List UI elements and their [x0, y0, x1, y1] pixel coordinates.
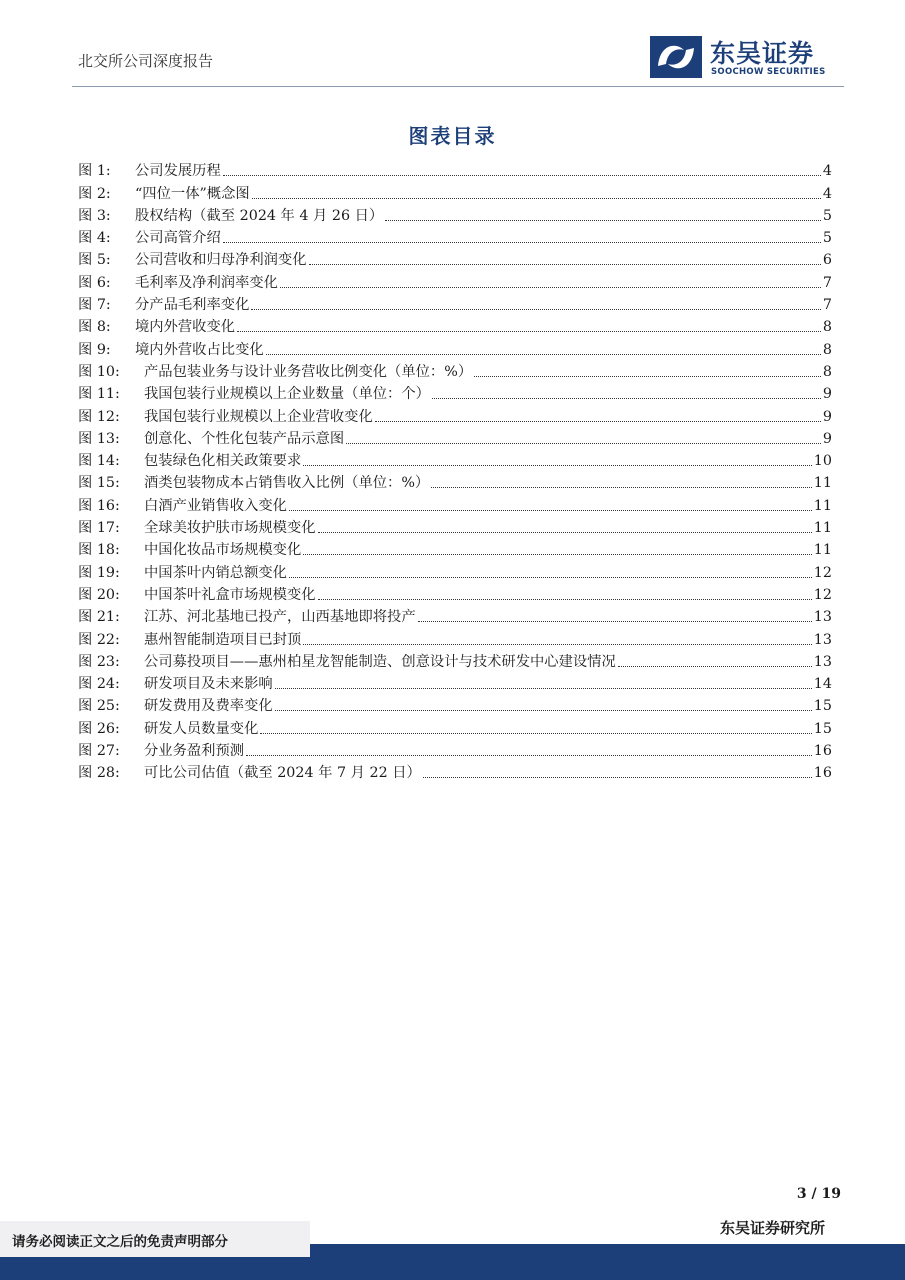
toc-entry-title: 分产品毛利率变化	[135, 297, 250, 314]
toc-entry-page: 5	[822, 230, 832, 247]
toc-entry-page: 8	[822, 319, 832, 336]
toc-entry-label: 图 6:	[78, 274, 111, 291]
toc-entry[interactable]	[78, 515, 832, 537]
toc-entry-page: 11	[813, 475, 832, 492]
toc-dot-leader	[289, 577, 812, 578]
toc-entry-page: 11	[813, 497, 832, 514]
toc-entry-page: 9	[822, 430, 832, 447]
logo-name-cn: 东吴证券	[710, 39, 815, 68]
toc-entry-title: 创意化、个性化包装产品示意图	[144, 430, 345, 447]
toc-entry-title: 中国茶叶内销总额变化	[144, 564, 287, 581]
toc-entry-title: 研发人员数量变化	[144, 720, 259, 737]
toc-entry-label: 图 17:	[78, 520, 120, 537]
toc-entry-label: 图 1:	[78, 163, 111, 180]
toc-entry-title: 惠州智能制造项目已封顶	[144, 631, 302, 648]
toc-entry[interactable]	[78, 247, 832, 269]
toc-entry[interactable]	[78, 760, 832, 782]
toc-dot-leader	[309, 264, 821, 265]
toc-entry-title: 江苏、河北基地已投产，山西基地即将投产	[144, 609, 416, 626]
toc-entry-title: 境内外营收占比变化	[135, 341, 264, 358]
toc-entry-title: 毛利率及净利润率变化	[135, 274, 278, 291]
toc-entry-label: 图 13:	[78, 430, 120, 447]
toc-dot-leader	[618, 666, 812, 667]
toc-entry-title: 白酒产业销售收入变化	[144, 497, 287, 514]
toc-entry-page: 16	[813, 743, 832, 760]
toc-entry[interactable]	[78, 448, 832, 470]
toc-entry-page: 4	[822, 163, 832, 180]
header-divider	[72, 86, 844, 87]
toc-entry[interactable]	[78, 314, 832, 336]
toc-entry-title: 公司高管介绍	[135, 230, 221, 247]
toc-entry[interactable]	[78, 158, 832, 180]
toc-dot-leader	[223, 175, 821, 176]
toc-dot-leader	[431, 487, 812, 488]
toc-entry-label: 图 15:	[78, 475, 120, 492]
toc-entry[interactable]	[78, 559, 832, 581]
toc-entry-title: 全球美妆护肤市场规模变化	[144, 520, 316, 537]
toc-entry[interactable]	[78, 381, 832, 403]
toc-entry-page: 9	[822, 386, 832, 403]
toc-entry-label: 图 10:	[78, 363, 120, 380]
toc-entry[interactable]	[78, 626, 832, 648]
toc-entry-title: 研发项目及未来影响	[144, 676, 273, 693]
toc-entry-title: 产品包装业务与设计业务营收比例变化（单位：%）	[144, 363, 473, 380]
toc-dot-leader	[275, 688, 812, 689]
toc-entry-label: 图 7:	[78, 297, 111, 314]
toc-entry-label: 图 27:	[78, 743, 120, 760]
toc-list	[78, 158, 832, 782]
toc-entry[interactable]	[78, 649, 832, 671]
toc-dot-leader	[251, 309, 821, 310]
page-number: 3 / 19	[796, 1186, 841, 1202]
toc-entry-page: 12	[813, 564, 832, 581]
toc-entry-title: 中国茶叶礼盒市场规模变化	[144, 586, 316, 603]
toc-dot-leader	[260, 733, 811, 734]
toc-entry-label: 图 22:	[78, 631, 120, 648]
toc-dot-leader	[246, 755, 812, 756]
toc-entry[interactable]	[78, 403, 832, 425]
toc-entry-label: 图 21:	[78, 609, 120, 626]
toc-dot-leader	[303, 644, 812, 645]
toc-entry-page: 14	[813, 676, 832, 693]
toc-entry-title: 中国化妆品市场规模变化	[144, 542, 302, 559]
toc-entry-label: 图 11:	[78, 386, 120, 403]
toc-entry[interactable]	[78, 738, 832, 760]
soochow-logo-icon	[650, 36, 702, 78]
toc-entry[interactable]	[78, 180, 832, 202]
toc-entry-page: 6	[822, 252, 832, 269]
toc-entry-page: 7	[822, 297, 832, 314]
toc-entry[interactable]	[78, 492, 832, 514]
toc-entry-label: 图 24:	[78, 676, 120, 693]
toc-dot-leader	[303, 465, 812, 466]
toc-entry-label: 图 19:	[78, 564, 120, 581]
toc-entry[interactable]	[78, 426, 832, 448]
toc-entry-title: 可比公司估值（截至 2024 年 7 月 22 日）	[144, 765, 421, 782]
toc-entry[interactable]	[78, 604, 832, 626]
toc-entry-label: 图 23:	[78, 653, 120, 670]
toc-dot-leader	[432, 398, 821, 399]
toc-dot-leader	[423, 777, 812, 778]
toc-entry-page: 8	[822, 341, 832, 358]
toc-entry-page: 4	[822, 185, 832, 202]
toc-entry-title: 公司营收和归母净利润变化	[135, 252, 307, 269]
toc-dot-leader	[275, 710, 812, 711]
toc-dot-leader	[266, 354, 821, 355]
disclaimer-box	[0, 1221, 310, 1257]
toc-entry-title: “四位一体”概念图	[135, 185, 250, 202]
toc-entry-label: 图 18:	[78, 542, 120, 559]
toc-dot-leader	[237, 331, 821, 332]
toc-title: 图表目录	[408, 124, 497, 148]
toc-entry-page: 9	[822, 408, 832, 425]
company-logo	[650, 36, 845, 80]
toc-entry[interactable]	[78, 537, 832, 559]
toc-entry-page: 7	[822, 274, 832, 291]
toc-entry[interactable]	[78, 582, 832, 604]
toc-dot-leader	[346, 443, 821, 444]
toc-entry-label: 图 4:	[78, 230, 111, 247]
toc-entry-label: 图 25:	[78, 698, 120, 715]
toc-entry-page: 12	[813, 586, 832, 603]
toc-entry-label: 图 26:	[78, 720, 120, 737]
toc-entry-label: 图 9:	[78, 341, 111, 358]
toc-entry-page: 8	[822, 363, 832, 380]
toc-dot-leader	[318, 599, 812, 600]
toc-entry-title: 公司募投项目——惠州柏星龙智能制造、创意设计与技术研发中心建设情况	[144, 653, 616, 670]
toc-entry-title: 股权结构（截至 2024 年 4 月 26 日）	[135, 207, 384, 224]
toc-dot-leader	[375, 421, 821, 422]
toc-dot-leader	[474, 376, 821, 377]
toc-entry-page: 16	[813, 765, 832, 782]
toc-entry-label: 图 2:	[78, 185, 111, 202]
toc-dot-leader	[223, 242, 821, 243]
toc-entry[interactable]	[78, 203, 832, 225]
toc-entry[interactable]	[78, 715, 832, 737]
toc-entry-label: 图 16:	[78, 497, 120, 514]
toc-dot-leader	[280, 287, 821, 288]
toc-entry-page: 15	[813, 698, 832, 715]
report-type-label: 北交所公司深度报告	[78, 52, 214, 70]
toc-entry-page: 5	[822, 207, 832, 224]
toc-entry-page: 15	[813, 720, 832, 737]
toc-entry-label: 图 12:	[78, 408, 120, 425]
toc-entry-page: 13	[813, 631, 832, 648]
toc-entry[interactable]	[78, 225, 832, 247]
toc-entry-page: 13	[813, 609, 832, 626]
toc-dot-leader	[385, 220, 821, 221]
toc-entry-page: 10	[813, 453, 832, 470]
toc-entry-title: 境内外营收变化	[135, 319, 236, 336]
toc-entry-page: 11	[813, 520, 832, 537]
toc-entry-page: 13	[813, 653, 832, 670]
toc-entry-label: 图 5:	[78, 252, 111, 269]
toc-entry[interactable]	[78, 292, 832, 314]
toc-entry-label: 图 28:	[78, 765, 120, 782]
toc-dot-leader	[418, 621, 812, 622]
toc-entry-title: 我国包装行业规模以上企业数量（单位：个）	[144, 386, 430, 403]
toc-entry[interactable]	[78, 336, 832, 358]
toc-entry[interactable]	[78, 359, 832, 381]
toc-entry-title: 公司发展历程	[135, 163, 221, 180]
toc-entry-page: 11	[813, 542, 832, 559]
toc-entry-title: 包装绿色化相关政策要求	[144, 453, 302, 470]
toc-entry-label: 图 8:	[78, 319, 111, 336]
institute-name: 东吴证券研究所	[719, 1219, 825, 1237]
toc-dot-leader	[303, 554, 812, 555]
toc-entry-title: 分业务盈利预测	[144, 743, 245, 760]
toc-entry-label: 图 20:	[78, 586, 120, 603]
toc-entry[interactable]	[78, 693, 832, 715]
toc-entry[interactable]	[78, 671, 832, 693]
toc-entry-label: 图 14:	[78, 453, 120, 470]
toc-entry-title: 酒类包装物成本占销售收入比例（单位：%）	[144, 475, 430, 492]
logo-name-en: SOOCHOW SECURITIES	[711, 67, 826, 77]
disclaimer-text: 请务必阅读正文之后的免责声明部分	[12, 1234, 228, 1250]
toc-entry[interactable]	[78, 470, 832, 492]
toc-entry-title: 研发费用及费率变化	[144, 698, 273, 715]
toc-entry-title: 我国包装行业规模以上企业营收变化	[144, 408, 373, 425]
toc-entry-label: 图 3:	[78, 207, 111, 224]
toc-entry[interactable]	[78, 269, 832, 291]
toc-dot-leader	[318, 532, 812, 533]
toc-dot-leader	[289, 510, 812, 511]
toc-dot-leader	[252, 198, 821, 199]
